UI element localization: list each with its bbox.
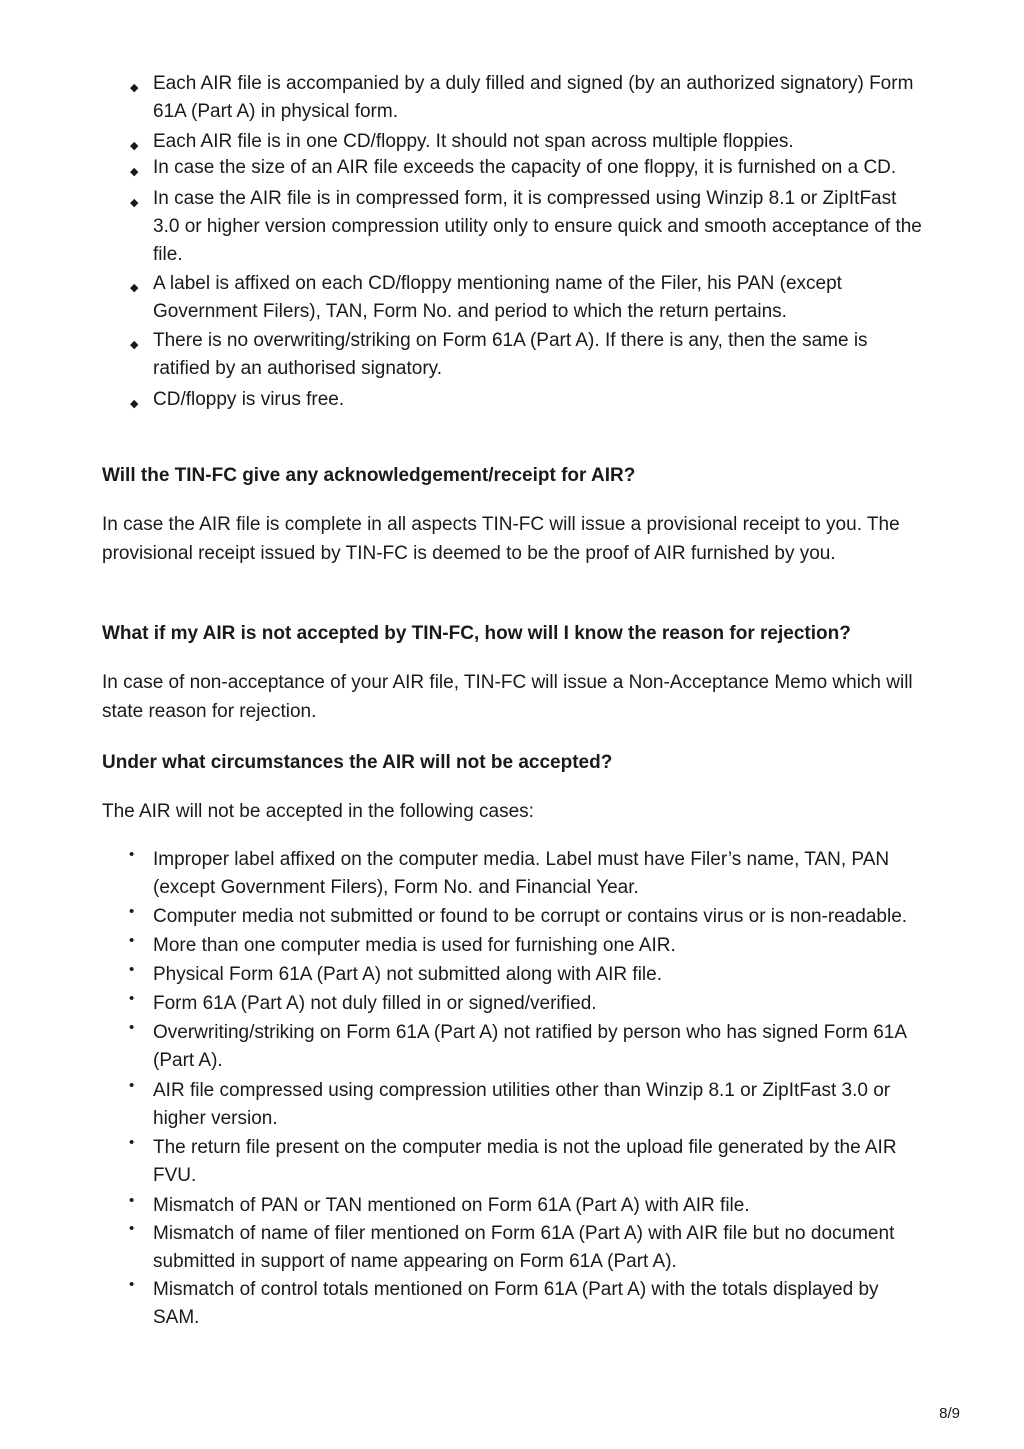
bullet-dot-icon: • [129,961,135,978]
bullet-dot-icon: • [129,932,135,949]
bullet-dot-icon: • [129,1019,135,1036]
rejection-reasons-list [0,846,1024,1332]
list-item [0,961,923,989]
list-item [0,932,923,960]
list-item-text: Computer media not submitted or found to be corrupt or contains virus or is non-readable. [153,906,908,927]
list-item [0,903,923,931]
bullet-dot-icon: • [129,903,135,920]
bullet-dot-icon: • [129,990,135,1007]
list-item-text: The return file present on the computer media is not the upload file generated by the AIR FVU. [153,1137,897,1186]
list-item [0,128,923,156]
list-item-text: There is no overwriting/striking on Form 61A (Part A). If there is any, then the same is ratified by an authorised signatory. [153,330,868,379]
list-item-text: Form 61A (Part A) not duly filled in or signed/verified. [153,993,597,1014]
list-item [0,846,923,902]
diamond-bullet-icon: ◆ [130,282,139,294]
list-item [0,327,923,383]
list-item-text: CD/floppy is virus free. [153,389,345,410]
bullet-dot-icon: • [129,1276,135,1293]
diamond-bullet-icon: ◆ [130,197,139,209]
list-item [0,1276,923,1332]
list-item-text: AIR file compressed using compression utilities other than Winzip 8.1 or ZipItFast 3.0 or higher version. [153,1080,891,1129]
list-item-text: A label is affixed on each CD/floppy mentioning name of the Filer, his PAN (except Government Filers), TAN, Form No. and period to which the return pertains. [153,273,842,322]
section-heading: What if my AIR is not accepted by TIN-FC, how will I know the reason for rejection? [102,623,851,644]
list-item-text: Mismatch of name of filer mentioned on Form 61A (Part A) with AIR file but no document submitted in support of name appearing on Form 61A (Part A). [153,1223,895,1272]
bullet-dot-icon: • [129,1220,135,1237]
list-item [0,1019,923,1075]
list-item-text: Overwriting/striking on Form 61A (Part A) not ratified by person who has signed Form 61A (Part A). [153,1022,906,1071]
bullet-dot-icon: • [129,1192,135,1209]
list-item [0,1077,923,1133]
list-item [0,270,923,326]
list-item [0,1220,923,1276]
section-heading: Will the TIN-FC give any acknowledgement/receipt for AIR? [102,465,636,486]
list-item-text: Each AIR file is accompanied by a duly filled and signed (by an authorized signatory) Form 61A (Part A) in physical form. [153,73,914,122]
list-item-text: More than one computer media is used for furnishing one AIR. [153,935,676,956]
list-item-text: Mismatch of control totals mentioned on Form 61A (Part A) with the totals displayed by SAM. [153,1279,879,1328]
section-paragraph: The AIR will not be accepted in the following cases: [102,801,534,822]
checklist-bullets [0,70,1024,414]
list-item-text: In case the AIR file is in compressed form, it is compressed using Winzip 8.1 or ZipItFast 3.0 or higher version compression utility only to ensure quick and smooth acceptance of the file. [153,188,922,265]
list-item-text: In case the size of an AIR file exceeds the capacity of one floppy, it is furnished on a CD. [153,157,897,178]
list-item [0,1134,923,1190]
list-item [0,154,923,182]
list-item [0,386,923,414]
diamond-bullet-icon: ◆ [130,82,139,94]
list-item [0,185,923,269]
list-item-text: Physical Form 61A (Part A) not submitted along with AIR file. [153,964,663,985]
section-paragraph: In case of non-acceptance of your AIR file, TIN-FC will issue a Non-Acceptance Memo which will state reason for rejection. [102,672,913,722]
list-item-text: Improper label affixed on the computer media. Label must have Filer’s name, TAN, PAN (except Government Filers), Form No. and Financial Year. [153,849,890,898]
list-item-text: Each AIR file is in one CD/floppy. It should not span across multiple floppies. [153,131,794,152]
section-paragraph: In case the AIR file is complete in all aspects TIN-FC will issue a provisional receipt to you. The provisional receipt issued by TIN-FC is deemed to be the proof of AIR furnished by you. [102,514,900,564]
bullet-dot-icon: • [129,1134,135,1151]
diamond-bullet-icon: ◆ [130,339,139,351]
list-item [0,70,923,126]
section-heading: Under what circumstances the AIR will not be accepted? [102,752,613,773]
list-item [0,1192,923,1220]
diamond-bullet-icon: ◆ [130,140,139,152]
diamond-bullet-icon: ◆ [130,166,139,178]
bullet-dot-icon: • [129,1077,135,1094]
bullet-dot-icon: • [129,846,135,863]
page-number: 8/9 [939,1405,960,1422]
list-item-text: Mismatch of PAN or TAN mentioned on Form 61A (Part A) with AIR file. [153,1195,750,1216]
diamond-bullet-icon: ◆ [130,398,139,410]
list-item [0,990,923,1018]
